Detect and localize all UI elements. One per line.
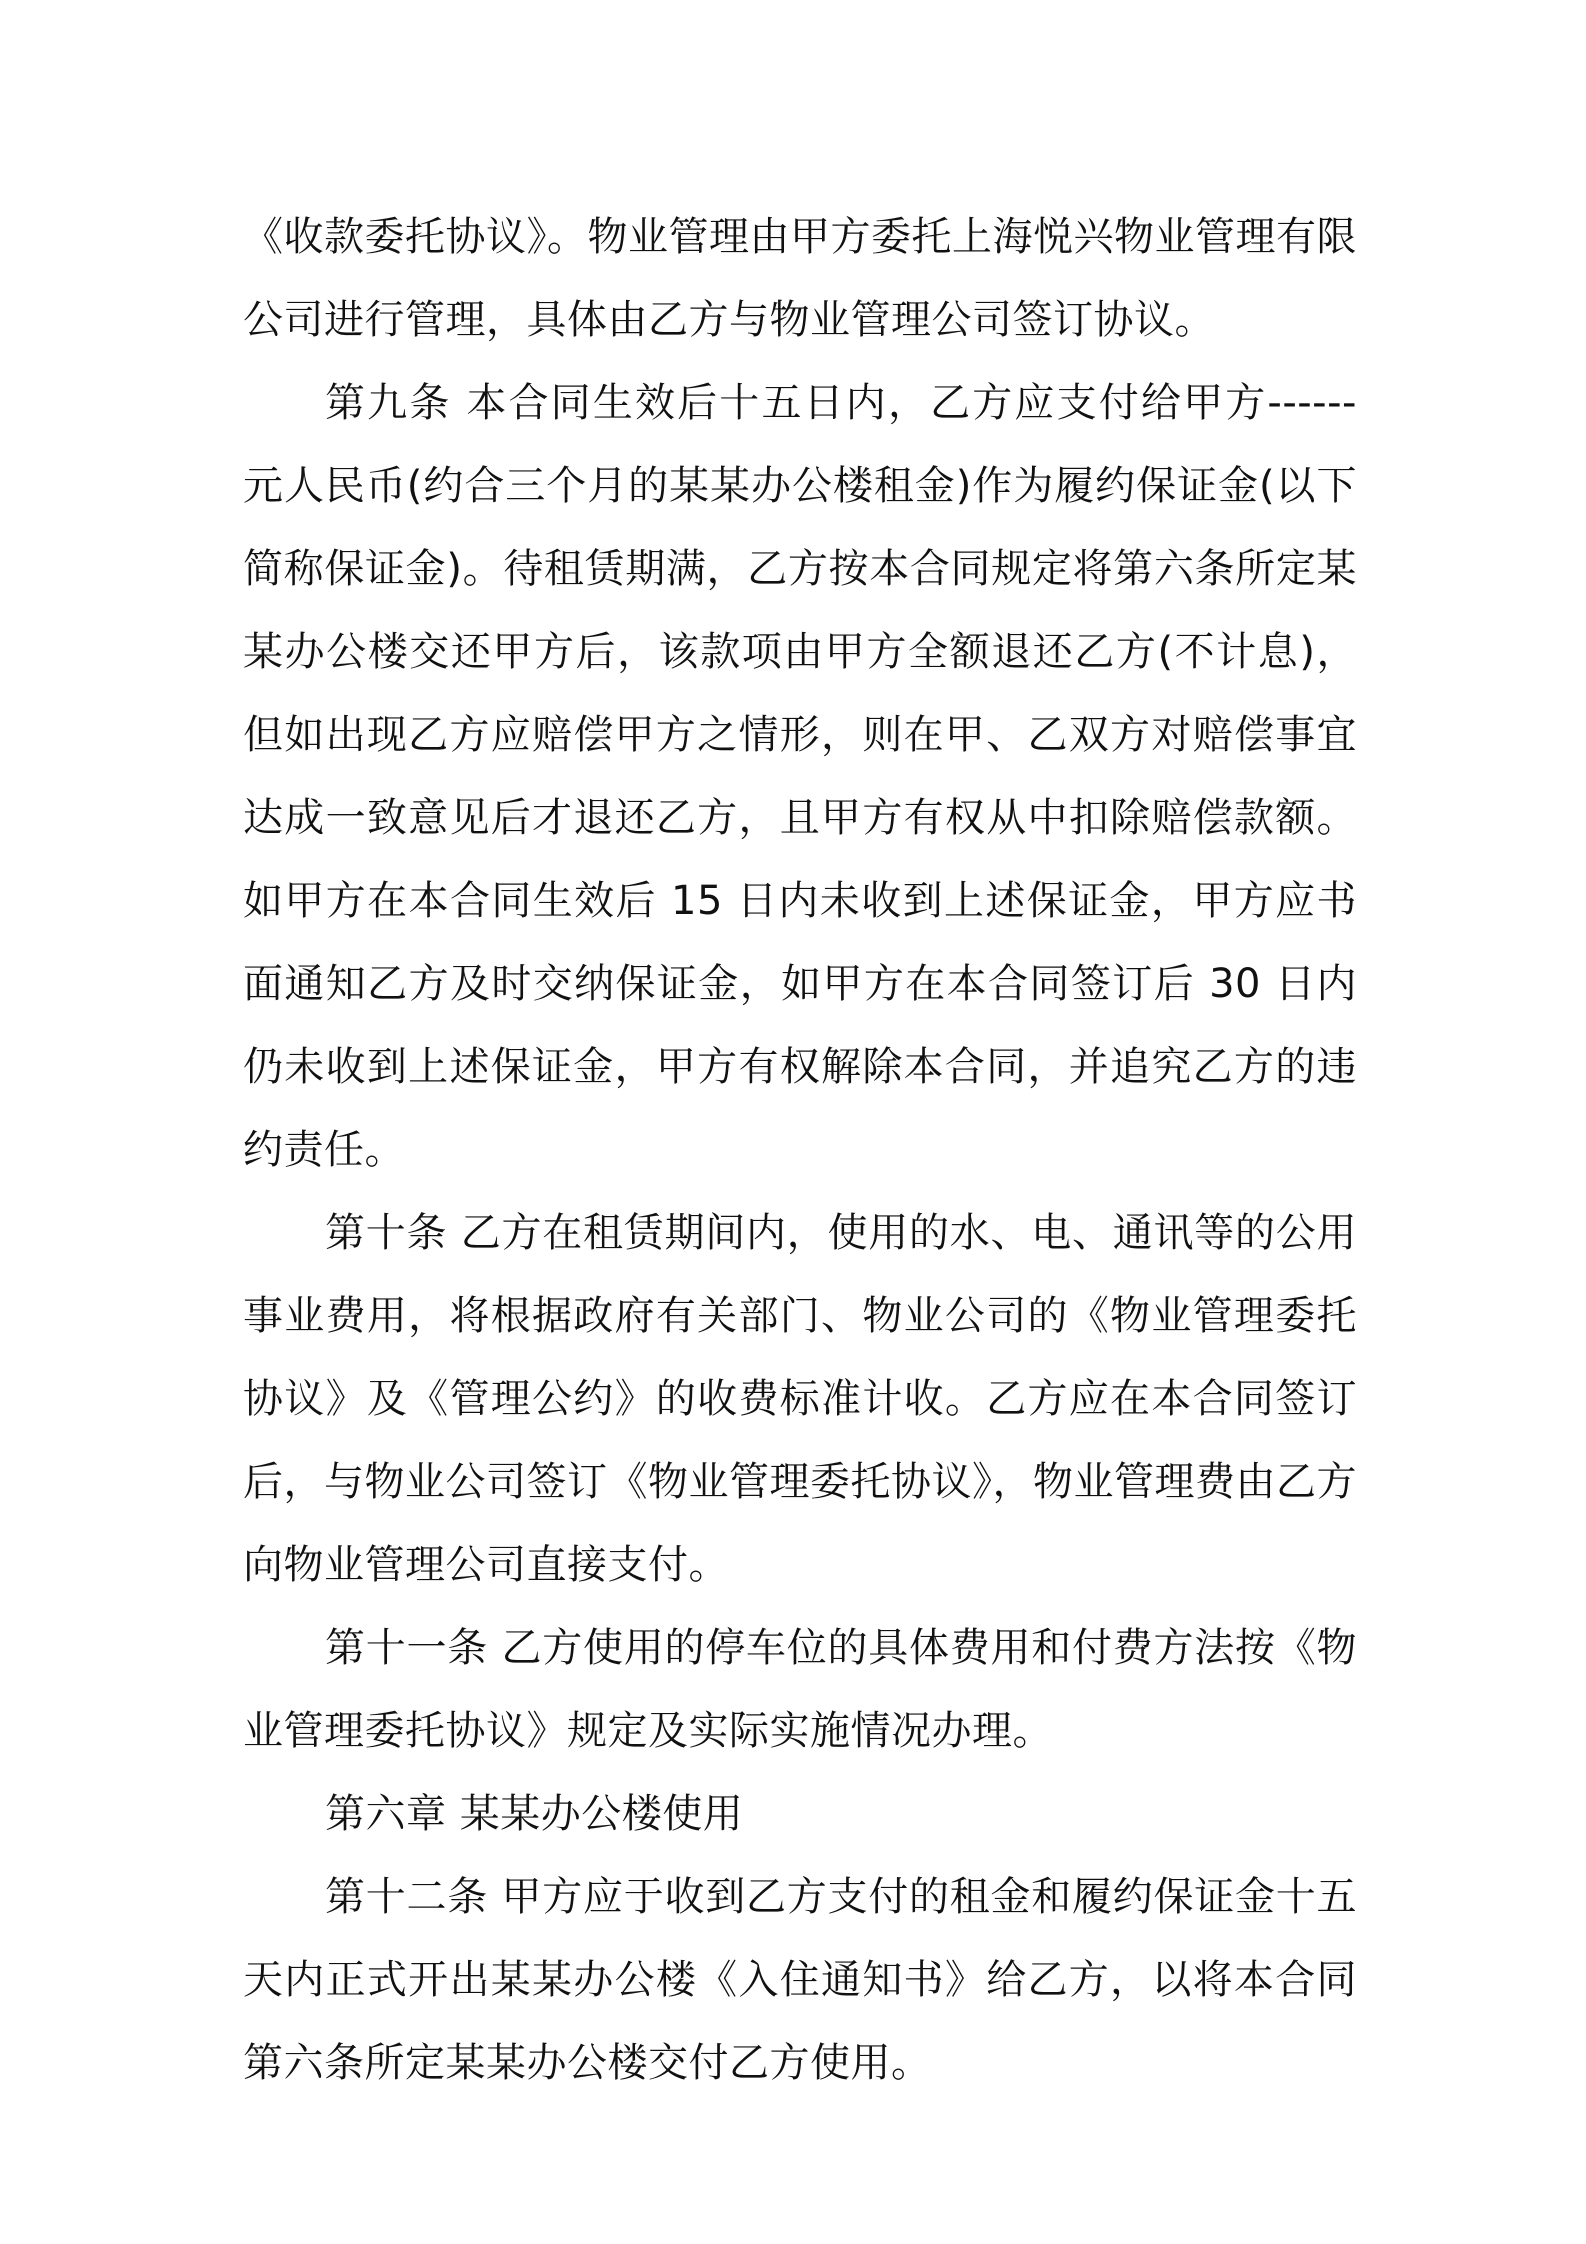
chapter-heading: 第六章 某某办公楼使用 xyxy=(325,1791,744,1837)
paragraph-clause-9: 第九条 本合同生效后十五日内，乙方应支付给甲方------元人民币(约合三个月的某某办公楼租金)作为履约保证金(以下简称保证金)。待租赁期满，乙方按本合同规定将第六条所定某某办公楼交还甲方后，该款项由甲方全额退还乙方(不计息)，但如出现乙方应赔偿甲方之情形，则在甲、乙双方对赔偿事宜达成一致意见后才退还乙方，且甲方有权从中扣除赔偿款额。如甲方在本合同生效后 15 日内未收到上述保证金，甲方应书面通知乙方及时交纳保证金，如甲方在本合同签订后 30 日内仍未收到上述保证金，甲方有权解除本合同，并追究乙方的违约责任。 xyxy=(243,380,1357,1173)
paragraph-clause-12: 第十二条 甲方应于收到乙方支付的租金和履约保证金十五天内正式开出某某办公楼《入住通知书》给乙方，以将本合同第六条所定某某办公楼交付乙方使用。 xyxy=(243,1874,1357,2086)
paragraph-clause-8-continued: 《收款委托协议》。物业管理由甲方委托上海悦兴物业管理有限公司进行管理，具体由乙方与物业管理公司签订协议。 xyxy=(243,214,1357,343)
document-body xyxy=(243,196,1357,2105)
paragraph-clause-11: 第十一条 乙方使用的停车位的具体费用和付费方法按《物业管理委托协议》规定及实际实施情况办理。 xyxy=(243,1625,1357,1754)
paragraph-clause-10: 第十条 乙方在租赁期间内，使用的水、电、通讯等的公用事业费用，将根据政府有关部门、物业公司的《物业管理委托协议》及《管理公约》的收费标准计收。乙方应在本合同签订后，与物业公司签订《物业管理委托协议》，物业管理费由乙方向物业管理公司直接支付。 xyxy=(243,1210,1357,1588)
